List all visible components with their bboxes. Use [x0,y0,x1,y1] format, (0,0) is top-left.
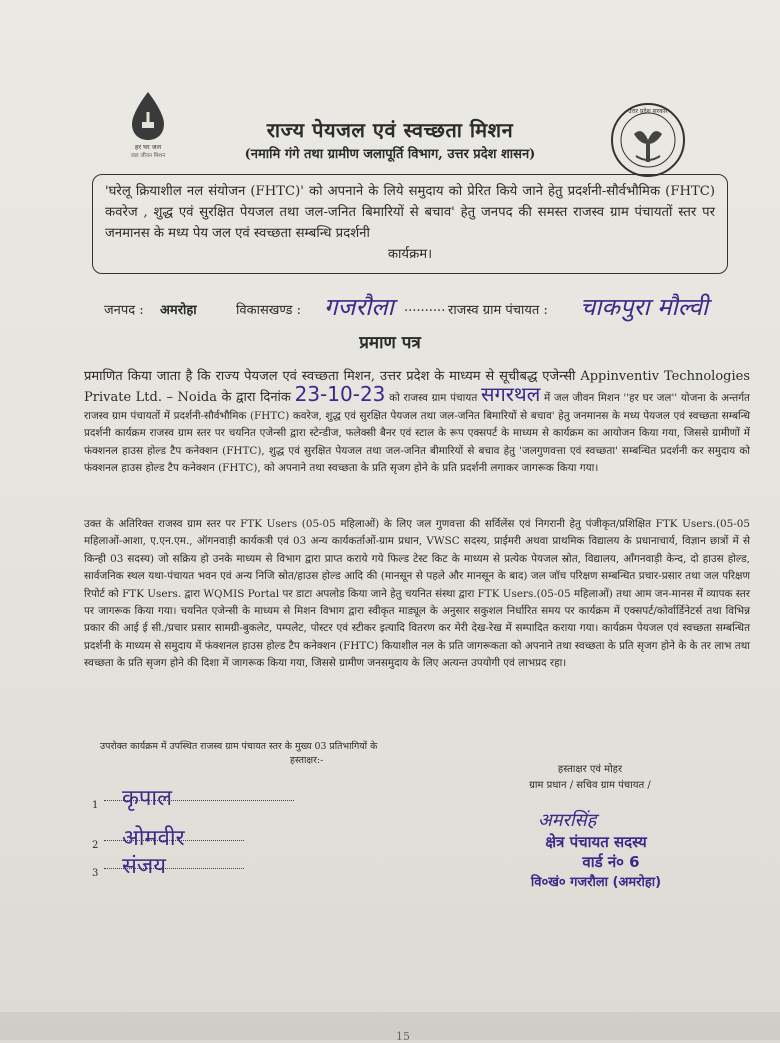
location-row [104,293,744,330]
topic-text-end: कार्यक्रम। [387,247,433,262]
signature-number: 3 [92,868,99,879]
participant-signature-1 [92,786,352,816]
mission-subtitle: (नमामि गंगे तथा ग्रामीण जलापूर्ति विभाग, उत्तर प्रदेश शासन) [244,147,536,162]
stamp-line-2: वार्ड नं० 6 [582,853,640,871]
gram-panchayat-label: राजस्व ग्राम पंचायत : [448,303,548,318]
participants-intro-line2: हस्ताक्षर:- [290,755,324,766]
signature-handwritten: कृपाल [122,786,173,811]
district-label: जनपद : [104,303,144,318]
program-topic-box [92,174,728,274]
signatory-role-label: ग्राम प्रधान / सचिव ग्राम पंचायत / [529,780,651,791]
emblem-text: उत्तर प्रदेश सरकार [628,108,668,115]
participants-intro-line1: उपरोक्त कार्यक्रम में उपस्थित राजस्व ग्राम पंचायत स्तर के मुख्य 03 प्रतिभागियों के [100,741,378,752]
signature-number: 2 [92,840,99,851]
stamp-line-1: क्षेत्र पंचायत सदस्य [545,833,647,851]
gram-panchayat-value-handwritten: चाकपुरा मौल्वी [580,293,709,321]
sign-and-seal-label: हस्ताक्षर एवं मोहर [557,764,623,775]
para1-lead: प्रमाणित किया जाता है कि राज्य पेयजल एवं स्वच्छता मिशन, उत्तर प्रदेश के माध्यम से सूचीबद्ध एजेन्सी Appinventiv Technologies Private Ltd. – Noida के द्वारा दिनांक [84,369,750,406]
up-government-emblem [608,100,688,180]
program-date-handwritten: 23-10-23 [294,382,386,407]
logo-left-line1: हर घर जल [135,143,161,151]
official-stamp [506,832,686,890]
para1-rest: में जल जीवन मिशन ''हर घर जल'' योजना के अन्तर्गत राजस्व ग्राम पंचायतों में प्रदर्शनी-सौर्वभौमिक (FHTC) कवरेज, शुद्ध एवं सुरक्षित पेयजल तथा जल-जनित बिमारियों से बचाव' हेतु जनमानस के मध्य पेयजल एवं स्वच्छता सम्बन्धि प्रदर्शनी कार्यक्रम राजस्व ग्राम स्तर पर चयनित एजेन्सी द्वारा स्टेन्डीज, फलेक्सी बैनर एवं स्टाल के रूप एक्सपर्ट के माध्यम से कार्यक्रम का आयोजन किया गया, जिससे ग्रामीणों में फंक्शनल हाउस होल्ड टैप कनेक्शन (FHTC), शुद्ध एवं सुरक्षित पेयजल तथा जल-जनित बीमारियों से बचाव हेतु 'जलगुणवत्ता एवं स्वच्छता' सम्बन्धित प्रदर्शनी कर समुदाय को फंक्शनल हाउस होल्ड टैप कनेक्शन (FHTC), को अपनाने तथा स्वच्छता के प्रति सृजग होने के प्रति प्रदर्शनी लगाकर जागरूक किया गया। [84,392,750,475]
signature-number: 1 [92,800,99,811]
mission-title: राज्य पेयजल एवं स्वच्छता मिशन [266,118,514,142]
topic-text: 'घरेलू क्रियाशील नल संयोजन (FHTC)' को अपनाने के लिये समुदाय को प्रेरित किये जाने हेतु प्रदर्शनी-सौर्वभौमिक (FHTC) कवरेज , शुद्ध एवं सुरक्षित पेयजल तथा जल-जनित बिमारियों से बचाव' हेतु जनपद की समस्त राजस्व ग्राम पंचायतों स्तर पर जनमानस के मध्य पेय जल एवं स्वच्छता सम्बन्धि प्रदर्शनी [105,184,715,241]
signature-handwritten: ओमवीर [122,826,185,851]
page-number: 15 [396,1030,410,1043]
certificate-title: प्रमाण पत्र [359,333,421,353]
para1-mid: को राजस्व ग्राम पंचायत [389,392,478,405]
certificate-paragraph-2: उक्त के अतिरिक्त राजस्व ग्राम स्तर पर FTK Users (05-05 महिलाओं) के लिए जल गुणवत्ता की सर्विलेंस एवं निगरानी हेतु पंजीकृत/प्रशिक्षित FTK Users.(05-05 महिलाओं-आशा, ए.एन.एम., ऑगनवाड़ी कार्यकत्री एवं 03 अन्य कार्यकर्ताओं-ग्राम प्रधान, VWSC सदस्य, प्राईमरी अथवा प्राथमिक विद्यालय के प्रधानाचार्य, विज्ञान छात्रों में से किन्ही 03 सदस्य) जो सक्रिय हो उनके माध्यम से विभाग द्वारा प्राप्त कराये गये फिल्ड टेस्ट किट के माध्यम से प्रत्येक पेयजल स्रोत, विद्यालय, आँगनवाड़ी केन्द, दो हाउस होल्ड, सार्वजनिक स्थल यथा-पंचायत भवन एवं अन्य निजि स्रोत/हाउस होल्ड आदि की (मानसून से पहले और मानसून के बाद) जल जॉच परिक्षण सम्बन्धित प्रचार-प्रसार तथा जल परिक्षण रिपोर्ट को FTK Users. द्वारा WQMIS Portal पर डाटा अपलोड किया जाने हेतु चयनित संस्था द्वारा FTK Users.(05-05 महिलाओं) तथा आम जन-मानस में व्यापक स्तर पर जागरूक किया गया। चयनित एजेन्सी के माध्यम से मिशन विभाग द्वारा स्वीकृत माड्यूल के अनुसार सकुशल निर्धारित समय पर कार्यक्रम में एक्सपर्ट/कोर्वार्डिनेटर्स तथा विभिन्न प्रकार की आई ई सी./प्रचार प्रसार सामग्री-बुकलेट, पम्पलेट, पोस्टर एवं स्टीकर इत्यादि वितरण कर मेरी देख-रेख में सम्पादित कराया गया। कार्यक्रम पेयजल एवं स्वच्छता सम्बन्धित प्रदर्शनी के माध्यम से समुदाय में फंक्शनल हाउस होल्ड टैप कनेक्शन (FHTC) कियाशील नल के प्रति जागरूकता को अपनाने तथा स्वच्छता के प्रति सृजग होने के के तर लाभ तथा स्वच्छता के प्रति सृजग होने की दिशा में जागरूक किया गया, जिससे ग्रामीण जनसमुदाय के लिए अत्यन्त उपयोगी एवं लाभप्रद रहा। [84,518,750,670]
signatory-handwritten-signature: अमरसिंह [538,810,597,831]
stamp-line-3: वि०खं० गजरौला (अमरोहा) [530,875,662,890]
certificate-paragraph-1 [84,368,750,477]
district-value: अमरोहा [160,303,197,318]
block-dots: .......... [404,300,446,315]
signature-handwritten: संजय [122,854,166,879]
signatory-labels [490,762,690,794]
block-label: विकासखण्ड : [236,303,302,318]
panchayat-name-handwritten: सगरथल [480,382,541,407]
participants-intro [100,740,480,768]
page-bottom-shadow [0,1012,780,1040]
block-value-handwritten: गजरौला [324,293,394,321]
participant-signature-3 [92,854,352,884]
logo-left-line2: जल जीवन मिशन [130,153,166,159]
